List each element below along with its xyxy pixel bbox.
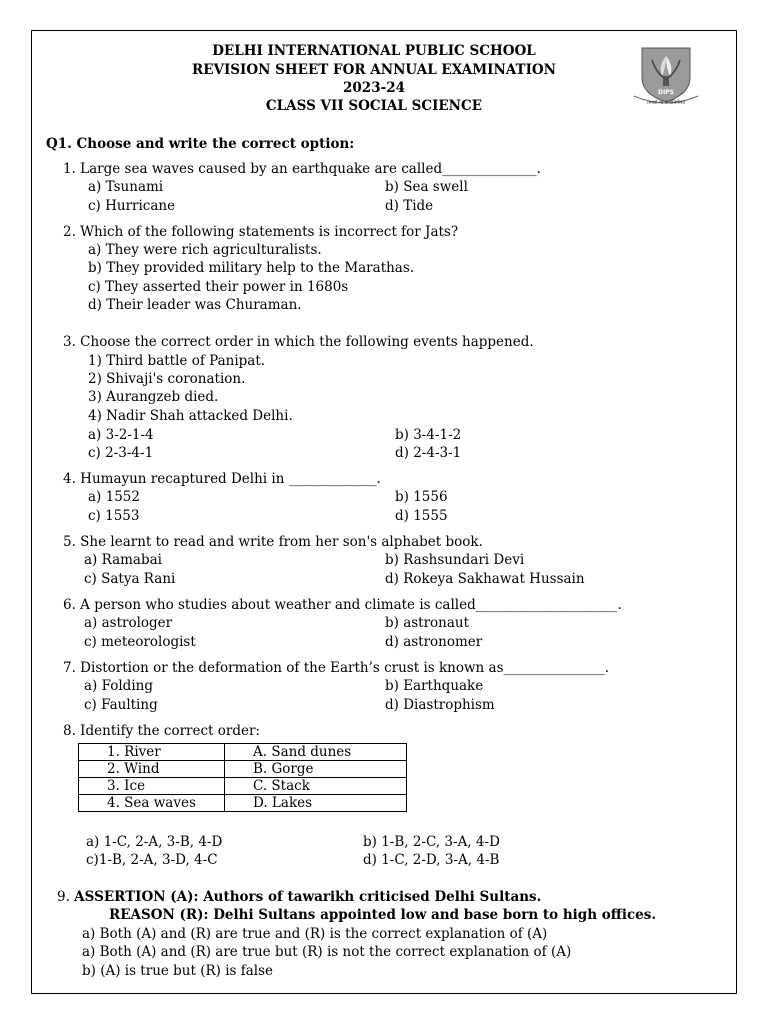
option: d) Diastrophism: [385, 697, 495, 713]
sheet-title: REVISION SHEET FOR ANNUAL EXAMINATION: [192, 62, 556, 78]
table-cell: A. Sand dunes: [225, 744, 407, 761]
option: b) astronaut: [385, 615, 470, 631]
option: a) Tsunami: [88, 179, 164, 195]
option: a) Folding: [84, 678, 153, 694]
event-item: 2) Shivaji's coronation.: [88, 371, 246, 387]
option: a) Both (A) and (R) are true but (R) is not the correct explanation of (A): [82, 944, 572, 960]
event-item: 1) Third battle of Panipat.: [88, 353, 266, 369]
question-5: 5. She learnt to read and write from her son's alphabet book.: [63, 534, 483, 550]
option: a) 1552: [88, 489, 140, 505]
option: c) Faulting: [84, 697, 158, 713]
option: a) 1-C, 2-A, 3-B, 4-D: [86, 834, 223, 850]
option: d) 1555: [395, 508, 448, 524]
option: a) Ramabai: [84, 552, 162, 568]
table-cell: D. Lakes: [225, 795, 407, 812]
assertion-text: ASSERTION (A): Authors of tawarikh criticised Delhi Sultans.: [74, 889, 542, 905]
option: b) 1556: [395, 489, 448, 505]
option: d) Tide: [385, 198, 434, 214]
option: c) 1553: [88, 508, 140, 524]
school-name: DELHI INTERNATIONAL PUBLIC SCHOOL: [212, 43, 536, 59]
option: a) They were rich agriculturalists.: [88, 242, 322, 258]
option: b) Sea swell: [385, 179, 468, 195]
svg-text:तमसो मा ज्योतिर्गमय: तमसो मा ज्योतिर्गमय: [647, 100, 685, 106]
option: c)1-B, 2-A, 3-D, 4-C: [86, 852, 218, 868]
question-1: 1. Large sea waves caused by an earthquake are called______________.: [63, 161, 541, 177]
option: b) (A) is true but (R) is false: [82, 963, 274, 979]
section-heading: Q1. Choose and write the correct option:: [46, 136, 355, 152]
table-cell: 4. Sea waves: [79, 795, 225, 812]
option: c) They asserted their power in 1680s: [88, 279, 349, 295]
question-4: 4. Humayun recaptured Delhi in _____________.: [63, 471, 381, 487]
table-row: [79, 744, 407, 761]
matching-table: [78, 743, 407, 812]
table-row: [79, 761, 407, 778]
option: a) Both (A) and (R) are true and (R) is the correct explanation of (A): [82, 926, 548, 942]
option: c) Hurricane: [88, 198, 176, 214]
question-8: 8. Identify the correct order:: [63, 723, 260, 739]
svg-text:DIPS: DIPS: [658, 89, 674, 96]
exam-year: 2023-24: [343, 80, 405, 96]
option: b) 1-B, 2-C, 3-A, 4-D: [363, 834, 500, 850]
event-item: 4) Nadir Shah attacked Delhi.: [88, 408, 293, 424]
option: a) 3-2-1-4: [88, 427, 154, 443]
table-cell: 3. Ice: [79, 778, 225, 795]
table-row: [79, 778, 407, 795]
event-item: 3) Aurangzeb died.: [88, 389, 219, 405]
question-number: 9.: [57, 889, 75, 905]
table-cell: 1. River: [79, 744, 225, 761]
question-7: 7. Distortion or the deformation of the Earth’s crust is known as_______________.: [63, 660, 610, 676]
option: b) Rashsundari Devi: [385, 552, 525, 568]
table-row: [79, 795, 407, 812]
school-logo: [632, 44, 716, 106]
option: b) 3-4-1-2: [395, 427, 462, 443]
table-cell: B. Gorge: [225, 761, 407, 778]
table-cell: C. Stack: [225, 778, 407, 795]
option: d) 1-C, 2-D, 3-A, 4-B: [363, 852, 500, 868]
option: c) meteorologist: [84, 634, 196, 650]
question-2: 2. Which of the following statements is incorrect for Jats?: [63, 224, 459, 240]
question-9: [57, 889, 541, 905]
option: d) Their leader was Churaman.: [88, 297, 302, 313]
option: c) 2-3-4-1: [88, 445, 154, 461]
option: b) Earthquake: [385, 678, 484, 694]
question-6: 6. A person who studies about weather and climate is called_____________________.: [63, 597, 622, 613]
option: d) Rokeya Sakhawat Hussain: [385, 571, 585, 587]
table-cell: 2. Wind: [79, 761, 225, 778]
option: b) They provided military help to the Marathas.: [88, 260, 415, 276]
option: a) astrologer: [84, 615, 173, 631]
option: d) 2-4-3-1: [395, 445, 462, 461]
question-3: 3. Choose the correct order in which the following events happened.: [63, 334, 534, 350]
option: d) astronomer: [385, 634, 483, 650]
class-subject: CLASS VII SOCIAL SCIENCE: [265, 98, 483, 114]
reason-text: REASON (R): Delhi Sultans appointed low and base born to high offices.: [109, 907, 657, 923]
option: c) Satya Rani: [84, 571, 176, 587]
